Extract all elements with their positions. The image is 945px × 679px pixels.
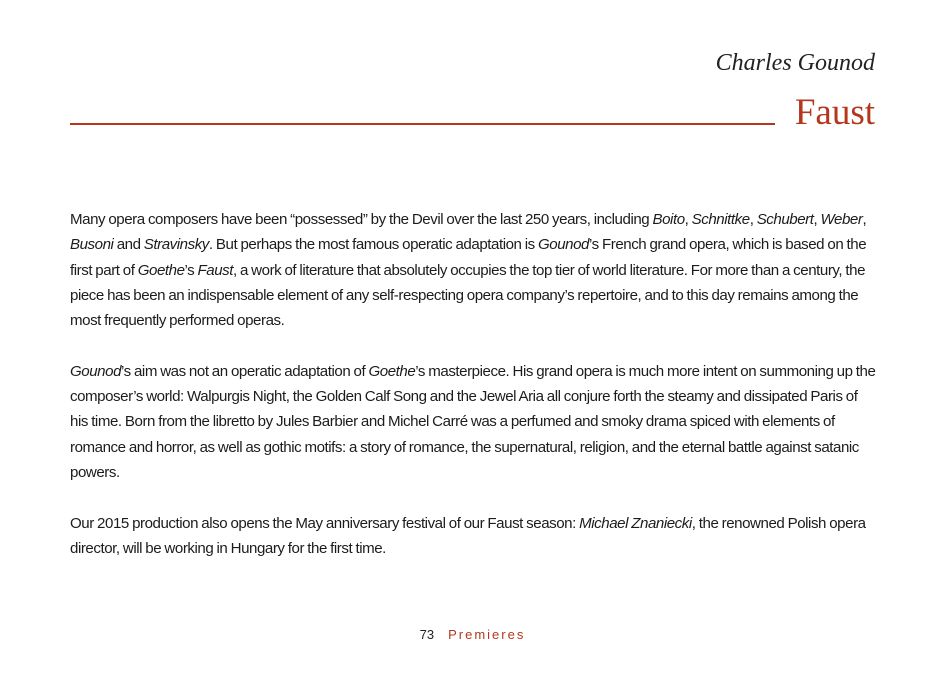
text-run: , a work of literature that absolutely occupies the top tier of world literature. For more than a century, the piece has been an indispensable element of any self-respecting opera company’s repertoire, and to this day remains among the most frequently performed operas.: [70, 261, 866, 330]
composer-ref: Busoni: [70, 236, 114, 254]
text-run: Many opera composers have been “possessed” by the Devil over the last 250 years, including: [70, 211, 653, 228]
text-run: ,: [862, 211, 867, 228]
text-run: ’s: [184, 261, 198, 279]
composer-ref: Schubert: [756, 211, 814, 228]
director-ref: Michael Znaniecki: [579, 514, 692, 532]
text-run: and: [113, 236, 144, 254]
composer-ref: Gounod: [537, 236, 589, 254]
work-ref: Faust: [197, 261, 233, 279]
paragraph-1: [70, 207, 878, 333]
page-number: 73: [419, 627, 435, 642]
text-run: ’s aim was not an operatic adaptation of: [121, 362, 369, 380]
paragraph-2: [70, 359, 878, 485]
author-ref: Goethe: [368, 362, 416, 380]
title-rule: [70, 123, 775, 125]
section-name: Premieres: [448, 627, 526, 642]
text-run: , the renowned Polish opera director, will be working in Hungary for the first time.: [70, 514, 866, 557]
composer-ref: Weber: [820, 211, 863, 228]
page-footer: [0, 627, 945, 642]
text-run: ,: [749, 211, 757, 228]
text-run: ,: [813, 211, 821, 228]
page-title: Faust: [794, 92, 875, 133]
text-run: . But perhaps the most famous operatic adaptation is: [208, 236, 538, 254]
text-run: ’s masterpiece. His grand opera is much more intent on summoning up the composer’s world: Walpurgis Night, the Golden Calf Song and the Jewel Aria all conjure forth the steamy and dissipated Paris of his time. Born from the libretto by Jules Barbier and Michel Carré was a perfumed and smoky drama spiced with elements of romance and horror, as well as gothic motifs: a story of romance, the supernatural, religion, and the eternal battle against satanic powers.: [70, 362, 876, 481]
paragraph-3: [70, 511, 878, 562]
text-run: Our 2015 production also opens the May anniversary festival of our Faust season:: [70, 514, 580, 532]
author-ref: Goethe: [137, 261, 185, 279]
composer-ref: Boito: [652, 211, 685, 228]
composer-ref: Schnittke: [691, 211, 750, 228]
text-run: ’s French grand opera, which is based on the first part of: [70, 236, 867, 279]
title-row: [70, 92, 875, 134]
composer-ref: Gounod: [70, 362, 122, 380]
composer-name: Charles Gounod: [715, 50, 875, 76]
composer-ref: Stravinsky: [143, 236, 209, 254]
text-run: ,: [684, 211, 692, 228]
article-body: [70, 207, 878, 586]
